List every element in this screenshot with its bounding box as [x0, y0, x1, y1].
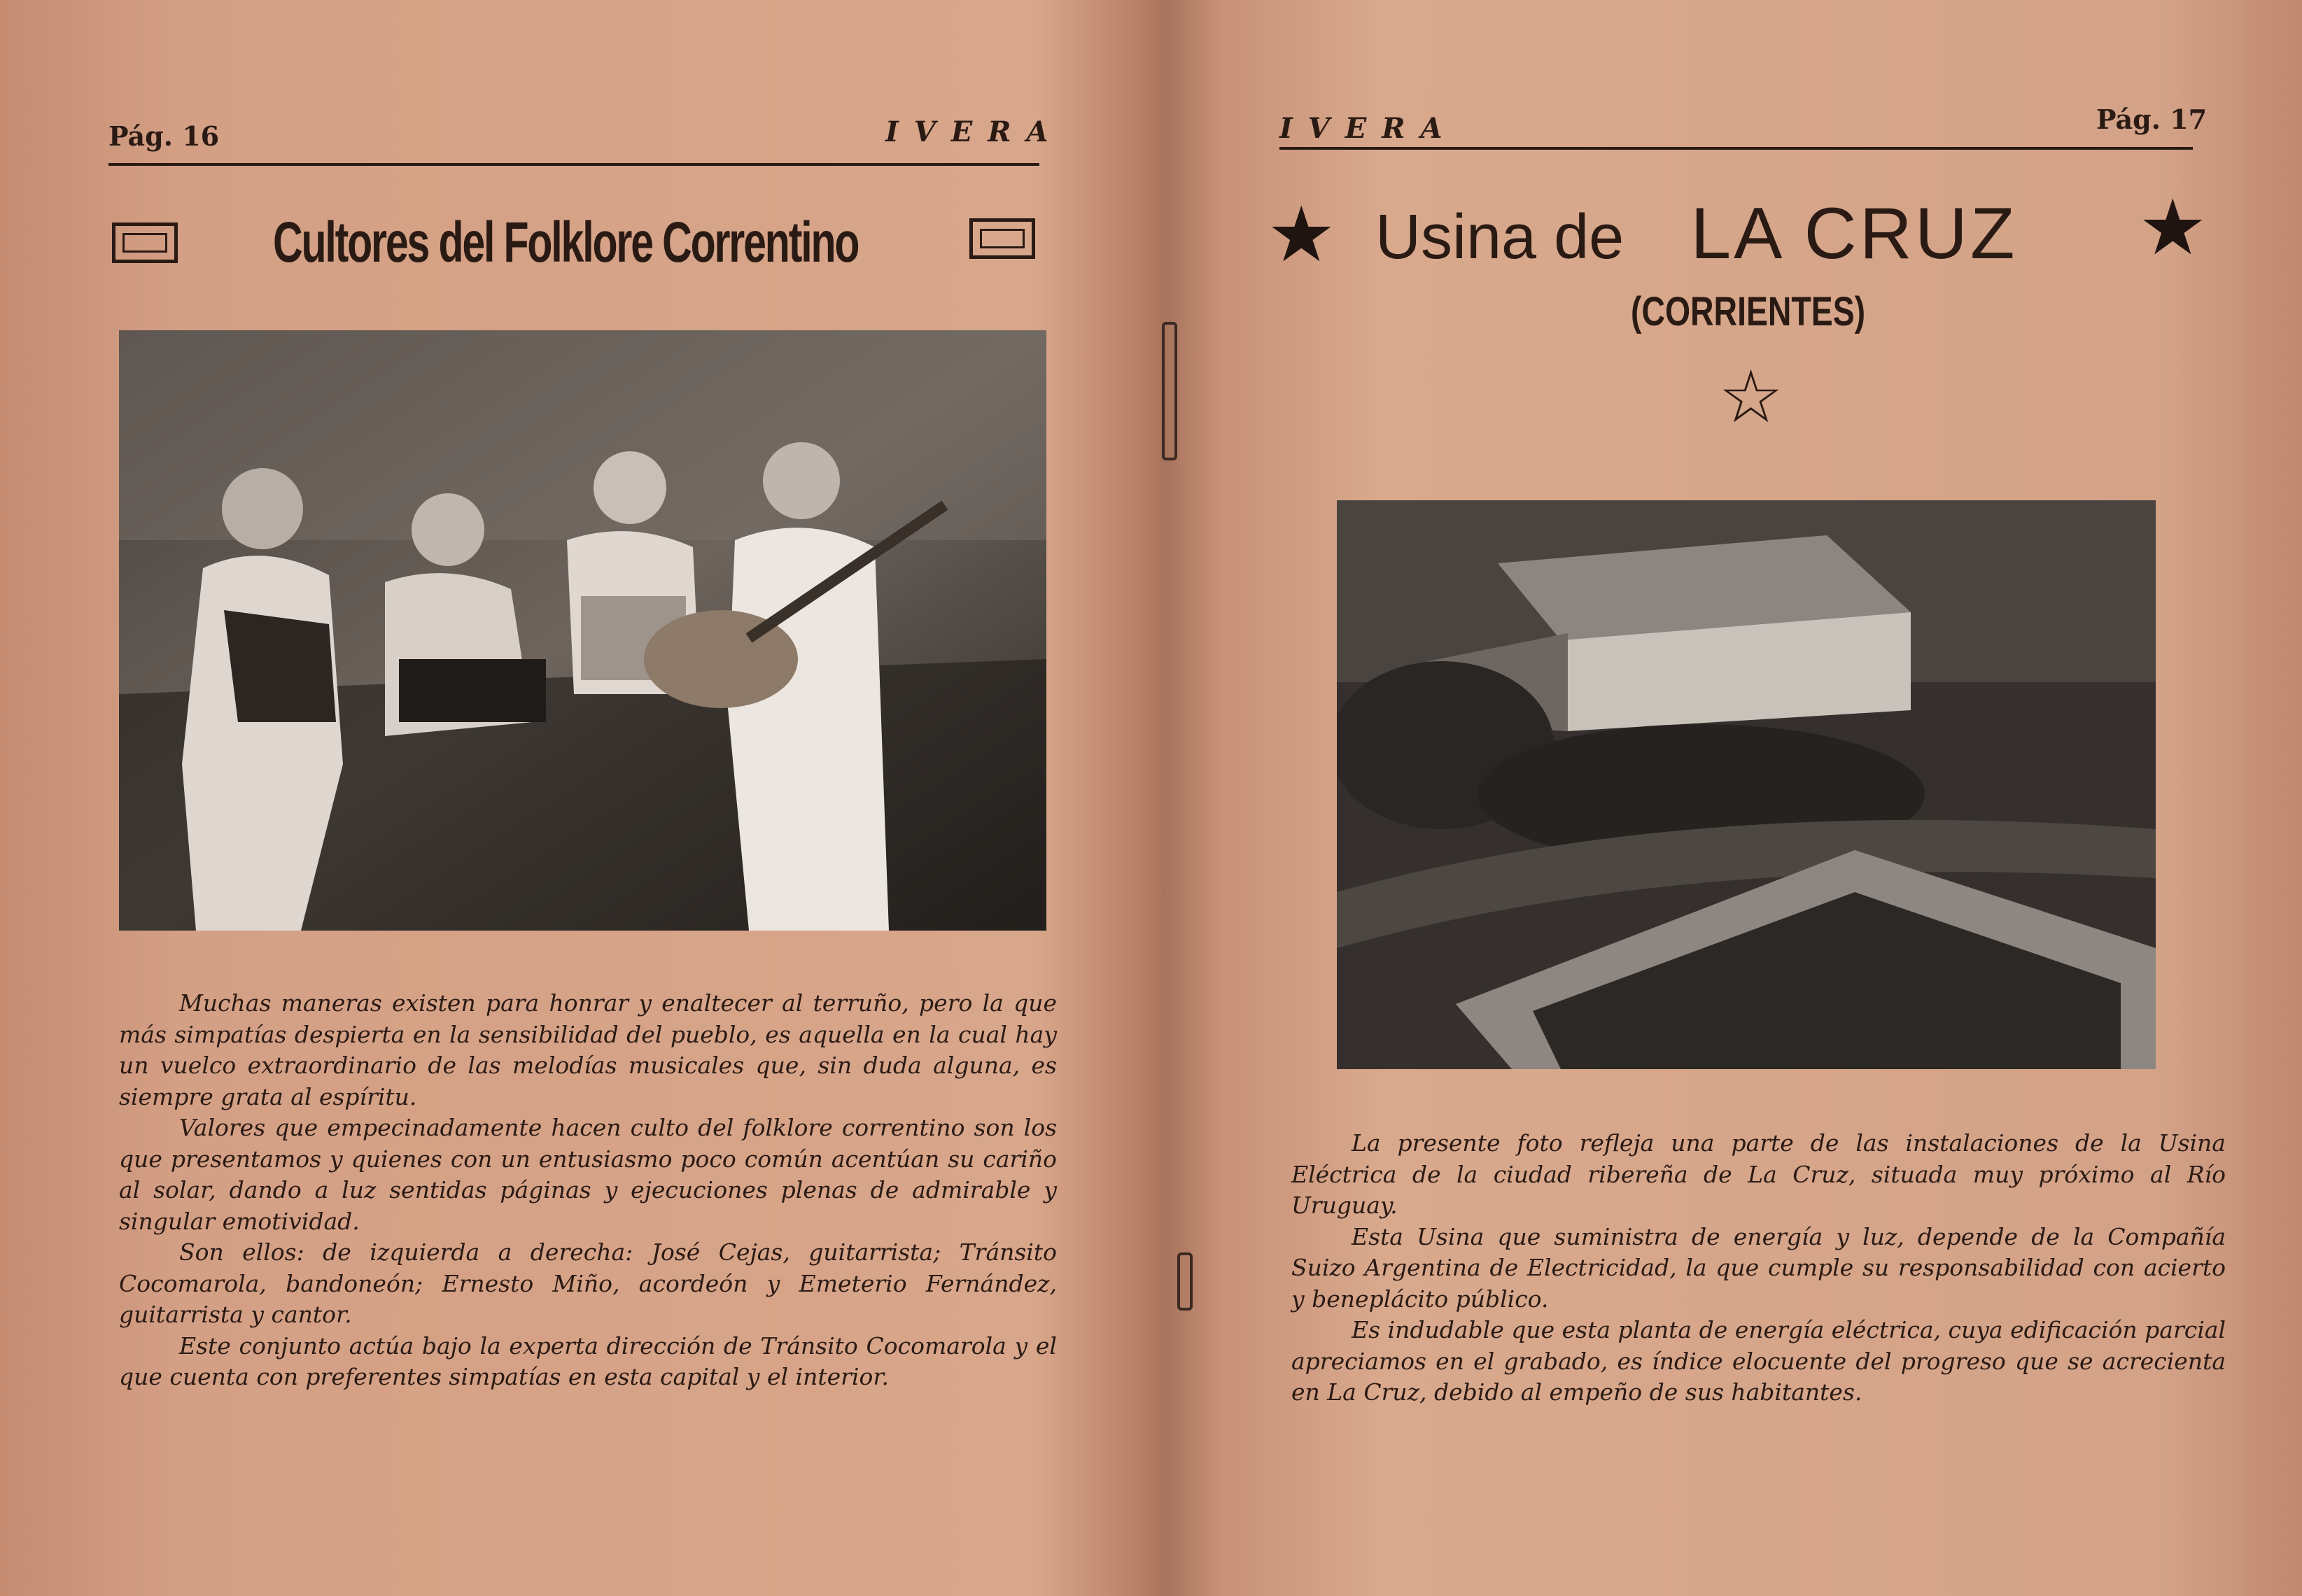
- paragraph: Es indudable que esta planta de energía eléctrica, cuya edificación parcial apreciamos en el grabado, es índice elocuente del progreso que se acrecienta en La Cruz, debido al empeño de sus habitantes.: [1291, 1316, 2226, 1406]
- magazine-name: IVERA: [1279, 112, 1458, 145]
- paragraph: Este conjunto actúa bajo la experta dirección de Tránsito Cocomarola y el que cuenta con preferentes simpatías en esta capital y el interior.: [119, 1332, 1057, 1390]
- power-plant-photo-graphic: [1337, 500, 2156, 1069]
- right-page: [1162, 0, 2302, 1596]
- paragraph: La presente foto refleja una parte de las instalaciones de la Usina Eléctrica de la ciudad ribereña de La Cruz, situada muy próximo al Río Uruguay.: [1291, 1129, 2226, 1219]
- article-title: Cultores del Folklore Correntino: [273, 211, 859, 274]
- paragraph: Muchas maneras existen para honrar y enaltecer al terruño, pero la que más simpatías despierta en la sensibilidad del pueblo, es aquella en la cual hay un vuelco extraordinario de las melodías musicales que, sin duda alguna, es siempre grata al espíritu.: [119, 989, 1057, 1110]
- musicians-photo-graphic: [119, 330, 1046, 931]
- header-rule: [1279, 147, 2193, 150]
- page-number: Pág. 17: [2096, 104, 2208, 135]
- page-number: Pág. 16: [108, 120, 220, 152]
- magazine-name: IVERA: [885, 115, 1064, 148]
- paragraph: Son ellos: de izquierda a derecha: José Cejas, guitarrista; Tránsito Cocomarola, bandoneón; Ernesto Miño, acordeón y Emeterio Fernández, guitarrista y cantor.: [119, 1238, 1057, 1328]
- star-icon: ★: [2138, 183, 2208, 272]
- paragraph: Esta Usina que suministra de energía y luz, depende de la Compañía Suizo Argentina de Electricidad, la que cumple su responsabilidad con acierto y beneplácito público.: [1291, 1222, 2226, 1313]
- article-subtitle: (CORRIENTES): [1631, 289, 1866, 334]
- title-prefix: Usina de: [1375, 202, 1624, 272]
- musicians-photo: [119, 330, 1046, 931]
- outline-star-icon: ☆: [1718, 354, 1784, 439]
- paragraph: Valores que empecinadamente hacen culto del folklore correntino son los que presentamos y quienes con un entusiasmo poco común acentúan su cariño al solar, dando a luz sentidas páginas y ejecuciones plenas de admirable y singular emotividad.: [119, 1114, 1057, 1235]
- title-ornament-left: [112, 223, 178, 263]
- article-body: [1291, 1128, 2226, 1408]
- star-icon: ★: [1267, 190, 1336, 279]
- power-plant-photo: [1337, 500, 2156, 1069]
- header-rule: [108, 163, 1039, 166]
- article-title: [1375, 192, 2018, 276]
- title-main: LA CRUZ: [1690, 193, 2018, 274]
- title-ornament-right: [969, 218, 1035, 259]
- article-body: [119, 988, 1057, 1393]
